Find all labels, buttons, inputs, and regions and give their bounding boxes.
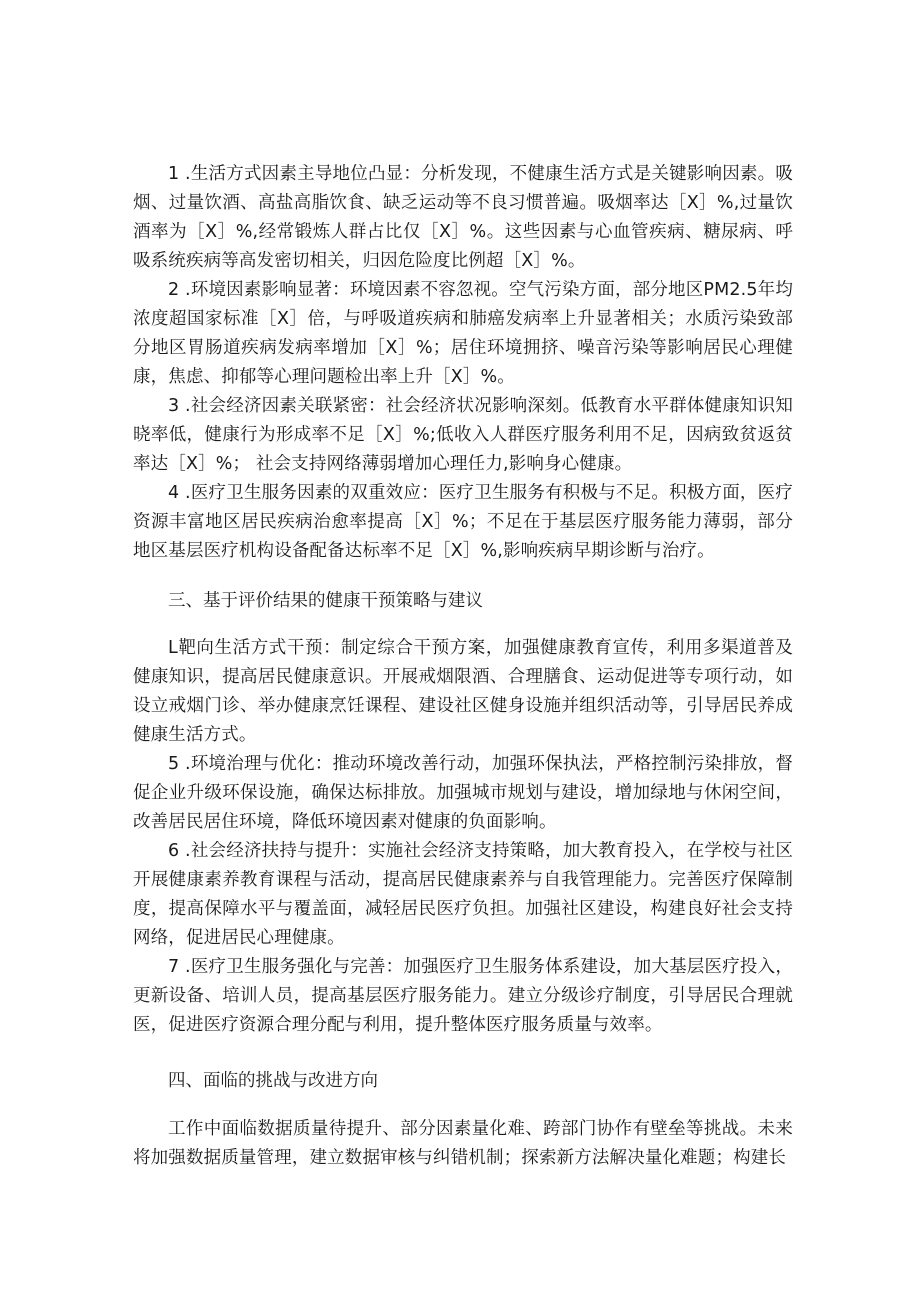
finding-healthcare-paragraph: 4 .医疗卫生服务因素的双重效应：医疗卫生服务有积极与不足。积极方面，医疗资源丰富地区居民疾病治愈率提高［X］%；不足在于基层医疗服务能力薄弱，部分地区基层医疗机构设备配备达标率不足［X］%,影响疾病早期诊断与治疗。 <box>133 483 793 561</box>
section-3-strategies <box>133 634 793 1040</box>
section-4-heading-block <box>133 1067 793 1096</box>
strategy-environment-paragraph: 5 .环境治理与优化：推动环境改善行动，加强环保执法，严格控制污染排放，督促企业升级环保设施，确保达标排放。加强城市规划与建设，增加绿地与休闲空间，改善居民居住环境，降低环境因素对健康的负面影响。 <box>133 754 793 832</box>
strategy-socioeconomic-paragraph: 6 .社会经济扶持与提升：实施社会经济支持策略，加大教育投入，在学校与社区开展健康素养教育课程与活动，提高居民健康素养与自我管理能力。完善医疗保障制度，提高保障水平与覆盖面，减轻居民医疗负担。加强社区建设，构建良好社会支持网络，促进居民心理健康。 <box>133 841 793 948</box>
challenges-paragraph: 工作中面临数据质量待提升、部分因素量化难、跨部门协作有壁垒等挑战。未来将加强数据质量管理，建立数据审核与纠错机制；探索新方法解决量化难题；构建长 <box>133 1119 793 1168</box>
finding-lifestyle-paragraph: 1 .生活方式因素主导地位凸显：分析发现，不健康生活方式是关键影响因素。吸烟、过量饮酒、高盐高脂饮食、缺乏运动等不良习惯普遍。吸烟率达［X］%,过量饮酒率为［X］%,经常锻炼人群占比仅［X］%。这些因素与心血管疾病、糖尿病、呼吸系统疾病等高发密切相关，归因危险度比例超［X］%。 <box>133 164 793 271</box>
finding-environment-paragraph: 2 .环境因素影响显著：环境因素不容忽视。空气污染方面，部分地区PM2.5年均浓度超国家标准［X］倍，与呼吸道疾病和肺癌发病率上升显著相关；水质污染致部分地区胃肠道疾病发病率增加［X］%；居住环境拥挤、噪音污染等影响居民心理健康，焦虑、抑郁等心理问题检出率上升［X］%。 <box>133 280 793 387</box>
finding-socioeconomic-paragraph: 3 .社会经济因素关联紧密：社会经济状况影响深刻。低教育水平群体健康知识知晓率低，健康行为形成率不足［X］%;低收入人群医疗服务利用不足，因病致贫返贫率达［X］%； 社会支持网络薄弱增加心理任力,影响身心健康。 <box>133 396 793 474</box>
section-4-body <box>133 1115 793 1173</box>
section-3-heading-block <box>133 587 793 616</box>
section-4-heading: 四、面临的挑战与改进方向 <box>168 1071 378 1091</box>
strategy-healthcare-paragraph: 7 .医疗卫生服务强化与完善：加强医疗卫生服务体系建设，加大基层医疗投入，更新设备、培训人员，提高基层医疗服务能力。建立分级诊疗制度，引导居民合理就医，促进医疗资源合理分配与利用，提升整体医疗服务质量与效率。 <box>133 957 793 1035</box>
strategy-lifestyle-paragraph: L靶向生活方式干预：制定综合干预方案，加强健康教育宣传，利用多渠道普及健康知识，提高居民健康意识。开展戒烟限酒、合理膳食、运动促进等专项行动，如设立戒烟门诊、举办健康烹饪课程、建设社区健身设施并组织活动等，引导居民养成健康生活方式。 <box>133 638 793 745</box>
section-3-heading: 三、基于评价结果的健康干预策略与建议 <box>168 591 483 611</box>
section-2-findings <box>133 160 793 566</box>
